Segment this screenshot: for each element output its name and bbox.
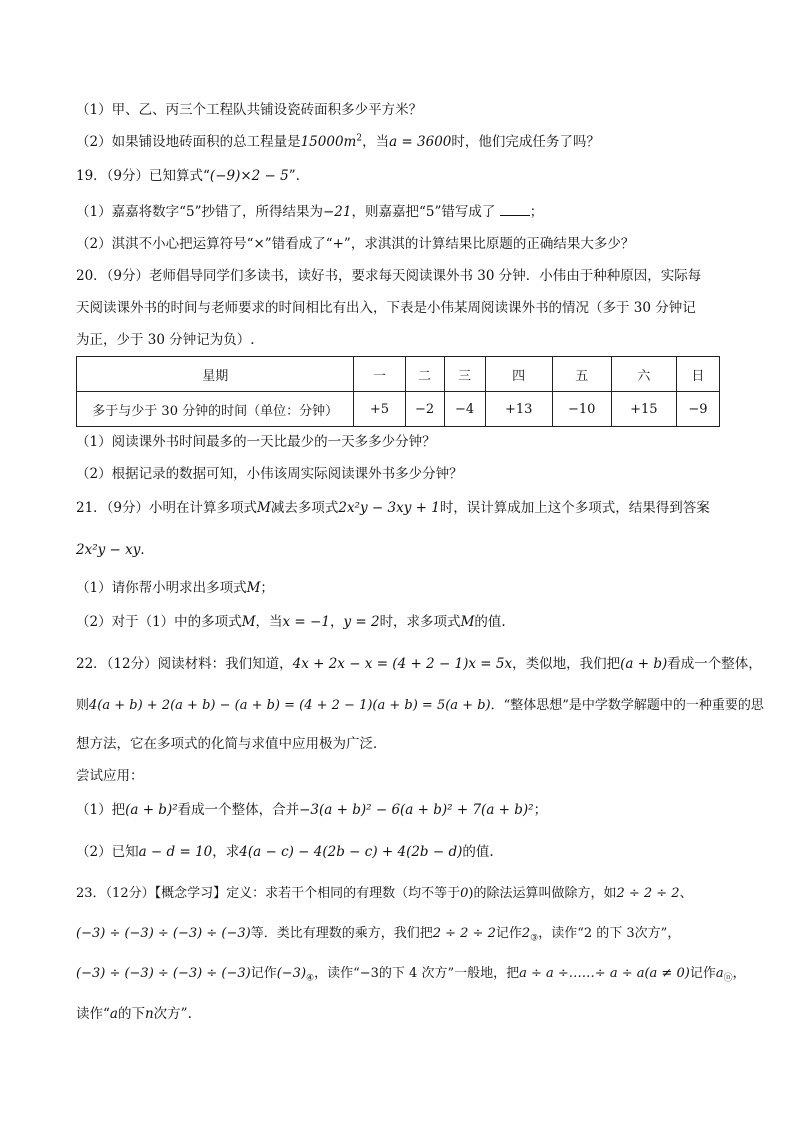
text: 记作: [495, 926, 522, 941]
table-row-label: 多于与少于 30 分钟的时间（单位：分钟）: [77, 392, 354, 427]
text: )的除法运算叫做除方，如: [468, 886, 617, 901]
math: −21: [322, 204, 352, 220]
math: 4(a + b) + 2(a + b) − (a + b) = (4 + 2 − 1)(a + b) = 5(a + b): [89, 698, 491, 713]
math: a ÷ a ÷……÷ a ÷ a(a ≠ 0): [519, 966, 690, 981]
subscript: ④: [306, 973, 315, 984]
text: 天阅读课外书的时间与老师要求的时间相比有出入，下表是小伟某周阅读课外书的情况（多于 30 分钟记: [76, 300, 696, 316]
text: （2）已知: [76, 844, 139, 860]
math: (−3): [276, 966, 307, 981]
text: ；: [260, 580, 274, 596]
math: a − d = 10: [138, 844, 213, 860]
text: （1）把: [76, 802, 126, 818]
text: 读作“: [76, 1006, 110, 1022]
text: 20．（9分）老师倡导同学们多读书，读好书，要求每天阅读课外书 30 分钟．小伟由于种种原因，实际每: [76, 268, 702, 284]
math: a = 3600: [389, 134, 452, 150]
text: 的值.: [462, 844, 494, 860]
table-day: 日: [676, 357, 719, 392]
math: y = 2: [343, 614, 380, 630]
table-day: 四: [485, 357, 552, 392]
problem-line: [76, 132, 600, 152]
math: M: [460, 614, 475, 630]
problem-line: [76, 330, 255, 350]
table-day: 六: [611, 357, 676, 392]
text: 的下: [117, 1006, 145, 1022]
text: （1）请你帮小明求出多项式: [76, 580, 247, 596]
question-22: [76, 654, 762, 674]
question-21: [76, 498, 710, 518]
text: ，读作“−3的下 4 次方”一般地，把: [314, 966, 520, 981]
table-cell: +15: [611, 392, 676, 427]
text: 减去多项式: [270, 500, 339, 516]
problem-line: [76, 612, 506, 632]
text: 19．（9分）已知算式“: [76, 168, 210, 184]
text: （2）对于（1）中的多项式: [76, 614, 242, 630]
subscript: ③: [530, 933, 539, 944]
problem-line: [76, 766, 144, 786]
text: ，当: [255, 614, 283, 630]
problem-line: [76, 100, 422, 120]
text: 尝试应用：: [76, 768, 144, 784]
text: 的值.: [474, 614, 506, 630]
problem-line: [76, 202, 543, 222]
problem-line: [76, 298, 696, 318]
text: （1）嘉嘉将数字“5”抄错了，所得结果为: [76, 204, 323, 220]
text: 23．（12分）【概念学习】定义：求若干个相同的有理数（均不等于: [76, 886, 461, 901]
reading-table: [76, 356, 720, 427]
table-day: 三: [444, 357, 485, 392]
text: 时，求多项式: [379, 614, 461, 630]
problem-line: [76, 696, 764, 716]
text: 看成一个整体，: [667, 656, 762, 672]
problem-line: [76, 734, 387, 754]
problem-line: [76, 432, 436, 452]
table-day: 五: [552, 357, 611, 392]
math: 4(a − c) − 4(2b − c) + 4(2b − d): [239, 844, 463, 860]
text: 记作: [689, 966, 716, 981]
text: 、: [679, 886, 693, 901]
math: 4x + 2x − x = (4 + 2 − 1)x = 5x: [292, 656, 513, 672]
question-20: [76, 266, 701, 286]
math: 2: [521, 926, 531, 941]
text: 为正，少于 30 分钟记为负）.: [76, 332, 255, 348]
math: 2 ÷ 2 ÷ 2: [432, 926, 496, 941]
text: （1）甲、乙、丙三个工程队共铺设瓷砖面积多少平方米？: [76, 102, 423, 118]
text: 时，他们完成任务了吗？: [451, 134, 600, 150]
math: 2x²y − xy: [76, 542, 141, 558]
question-19: [76, 166, 300, 186]
text: 次方”.: [153, 1006, 192, 1022]
math: (−3) ÷ (−3) ÷ (−3) ÷ (−3): [76, 926, 251, 941]
problem-line: [76, 540, 154, 560]
math: −3(a + b)² − 6(a + b)² + 7(a + b)²: [299, 802, 534, 818]
text: ．“整体思想”是中学数学解题中的一种重要的思: [490, 698, 764, 713]
math: M: [246, 580, 261, 596]
problem-line: [76, 464, 463, 484]
text: ；: [533, 802, 548, 818]
math: 2x²y − 3xy + 1: [338, 500, 440, 516]
table-cell: +5: [354, 392, 405, 427]
text: 看成一个整体，合并: [177, 802, 300, 818]
table-cell: −9: [676, 392, 719, 427]
table-cell: +13: [485, 392, 552, 427]
text: ，类似地，我们把: [512, 656, 621, 672]
math: 15000m: [300, 134, 357, 150]
table-cell: −10: [552, 392, 611, 427]
table-header-label: 星期: [77, 357, 354, 392]
text: （2）如果铺设地砖面积的总工程量是: [76, 134, 301, 150]
problem-line: [76, 842, 494, 862]
math: M: [241, 614, 256, 630]
math: a: [715, 966, 724, 981]
text: ，则嘉嘉把“5”错写成了: [351, 204, 496, 220]
math: M: [257, 500, 271, 516]
text: 想方法，它在多项式的化简与求值中应用极为广泛．: [76, 736, 387, 752]
text: ，求: [212, 844, 240, 860]
math: 0: [460, 886, 469, 901]
text: ，: [329, 614, 344, 630]
text: ”.: [288, 168, 300, 184]
problem-line: [76, 964, 746, 984]
text: ，当: [362, 134, 390, 150]
text: （2）根据记录的数据可知，小伟该周实际阅读课外书多少分钟？: [76, 466, 463, 482]
table-day: 二: [405, 357, 444, 392]
text: 21．（9分）小明在计算多项式: [76, 500, 258, 516]
math: 2 ÷ 2 ÷ 2: [616, 886, 680, 901]
math: n: [144, 1006, 154, 1022]
text: ；: [529, 204, 544, 220]
problem-line: [76, 234, 634, 254]
text: ，: [732, 966, 746, 981]
text: 记作: [250, 966, 277, 981]
problem-line: [76, 578, 274, 598]
table-day: 一: [354, 357, 405, 392]
text: 22．（12分）阅读材料：我们知道，: [76, 656, 293, 672]
superscript: 2: [356, 133, 363, 144]
math: a: [109, 1006, 118, 1022]
table-row: [77, 392, 720, 427]
text: 等．类比有理数的乘方，我们把: [250, 926, 433, 941]
text: （1）阅读课外书时间最多的一天比最少的一天多多少分钟？: [76, 434, 436, 450]
text: 时，误计算成加上这个多项式，结果得到答案: [439, 500, 710, 516]
math: (a + b)²: [125, 802, 178, 818]
text: 则: [76, 698, 90, 713]
problem-line: [76, 1004, 192, 1024]
text: （2）淇淇不小心把运算符号“×”错看成了“+”，求淇淇的计算结果比原题的正确结果大多少？: [76, 236, 635, 252]
problem-line: [76, 800, 547, 820]
text: ，读作“2 的下 3次方”，: [538, 926, 681, 941]
problem-line: [76, 924, 680, 944]
text: ．: [140, 542, 154, 558]
subscript: ⓝ: [723, 973, 733, 984]
table-cell: −2: [405, 392, 444, 427]
question-23: [76, 884, 693, 904]
math: x = −1: [282, 614, 330, 630]
table-header-row: [77, 357, 720, 392]
math: (−3) ÷ (−3) ÷ (−3) ÷ (−3): [76, 966, 251, 981]
math: (−9)×2 − 5: [209, 168, 289, 184]
math: (a + b): [620, 656, 668, 672]
answer-blank: [500, 202, 530, 216]
table-cell: −4: [444, 392, 485, 427]
